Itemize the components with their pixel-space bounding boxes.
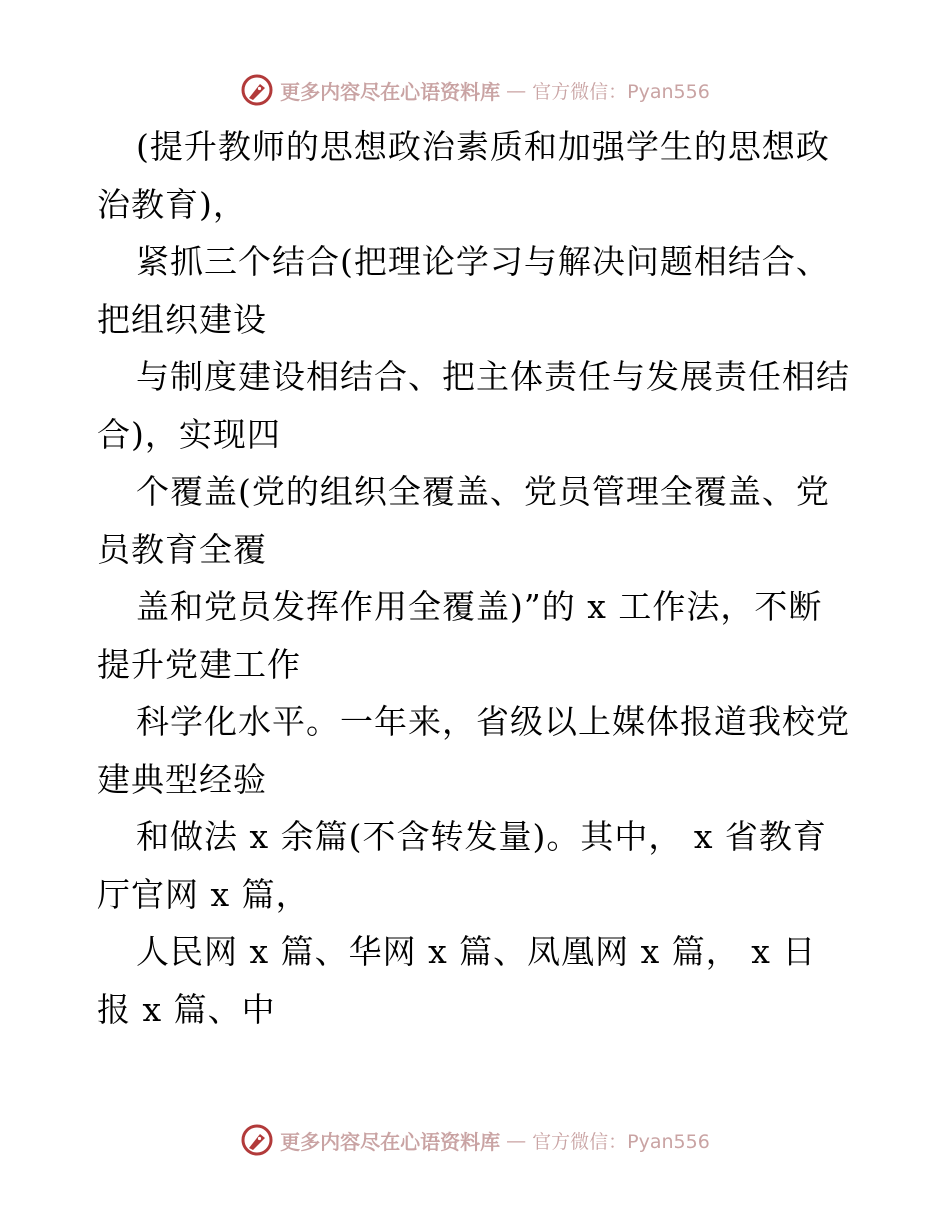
body-line: 提升党建工作 xyxy=(97,644,301,684)
body-line: 人民网 x 篇、华网 x 篇、凤凰网 x 篇， x 日 xyxy=(136,932,817,971)
footer-banner-separator: — xyxy=(506,1128,527,1152)
body-line: 与制度建设相结合、把主体责任与发展责任相结 xyxy=(136,357,850,396)
body-line: 把组织建设 xyxy=(97,299,267,339)
header-banner xyxy=(0,70,950,110)
document-body xyxy=(97,118,857,1038)
body-line: 员教育全覆 xyxy=(97,529,267,569)
body-line: 报 x 篇、中 xyxy=(97,989,276,1029)
body-line: 治教育)， xyxy=(97,184,247,224)
header-banner-separator: — xyxy=(506,78,527,102)
body-line: 建典型经验 xyxy=(97,759,267,799)
body-line: 厅官网 x 篇， xyxy=(97,874,310,914)
footer-wechat-text: 官方微信：Pyan556 xyxy=(532,1130,710,1153)
header-banner-text: 更多内容尽在心语资料库 xyxy=(280,79,501,104)
body-line: (提升教师的思想政治素质和加强学生的思想政 xyxy=(136,127,830,166)
body-line: 和做法 x 余篇(不含转发量)。其中， x 省教育 xyxy=(136,817,827,856)
body-line: 个覆盖(党的组织全覆盖、党员管理全覆盖、党 xyxy=(136,472,830,511)
footer-banner-text: 更多内容尽在心语资料库 xyxy=(280,1129,501,1154)
header-wechat-text: 官方微信：Pyan556 xyxy=(532,80,710,103)
pen-nib-logo-icon xyxy=(240,73,274,107)
pen-nib-logo-icon xyxy=(240,1123,274,1157)
body-line: 合)，实现四 xyxy=(97,414,281,454)
footer-banner xyxy=(0,1120,950,1160)
body-line: 盖和党员发挥作用全覆盖)”的 x 工作法，不断 xyxy=(136,587,823,626)
body-line: 科学化水平。一年来，省级以上媒体报道我校党 xyxy=(136,702,850,741)
body-line: 紧抓三个结合(把理论学习与解决问题相结合、 xyxy=(136,242,830,281)
